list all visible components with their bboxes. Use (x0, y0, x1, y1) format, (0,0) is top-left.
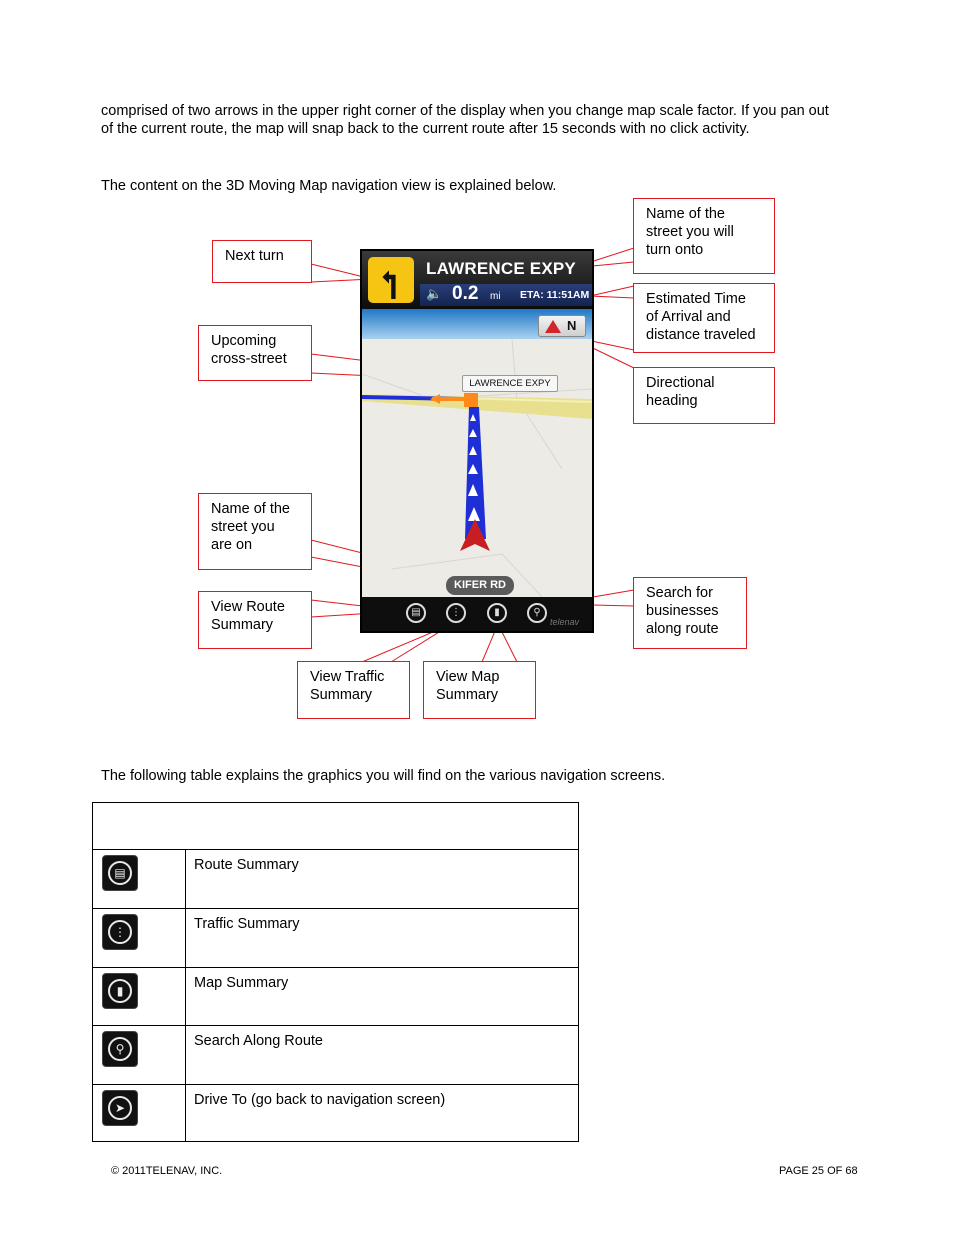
turn-left-icon (368, 257, 414, 303)
row-label: Search Along Route (194, 1033, 323, 1049)
callout-current-street (198, 493, 312, 570)
callout-search-businesses (633, 577, 747, 649)
callout-text: cross-street (211, 351, 287, 367)
map-summary-icon: ▮ (102, 973, 138, 1009)
eta-value: ETA: 11:51AM (520, 289, 590, 301)
table-row (93, 908, 578, 968)
callout-text: distance traveled (646, 327, 756, 343)
navigation-screenshot (360, 249, 594, 633)
route-summary-icon[interactable]: ▤ (406, 603, 426, 623)
section-intro: The content on the 3D Moving Map navigation view is explained below. (101, 178, 557, 194)
distance-unit: mi (490, 291, 501, 302)
compass-arrow-icon (545, 320, 561, 333)
intro-line-1: comprised of two arrows in the upper right corner of the display when you change map scale factor. If you pan out (101, 103, 829, 119)
icon-cell (93, 909, 186, 968)
intro-line-2: of the current route, the map will snap back to the current route after 15 seconds with no click activity. (101, 121, 750, 137)
callout-text: turn onto (646, 242, 704, 258)
table-row (93, 1025, 578, 1084)
callout-text: Name of the (211, 501, 290, 517)
graphics-table (92, 802, 579, 1142)
footer-page-number: PAGE 25 OF 68 (779, 1165, 858, 1177)
drive-to-icon: ➤ (102, 1090, 138, 1126)
current-street-label: KIFER RD (446, 576, 514, 595)
search-icon[interactable]: ⚲ (527, 603, 547, 623)
callout-directional-heading (633, 367, 775, 424)
row-label: Traffic Summary (194, 916, 300, 932)
callout-turn-onto-street (633, 198, 775, 274)
distance-value: 0.2 (452, 283, 479, 304)
traffic-summary-icon[interactable]: ⋮ (446, 603, 466, 623)
callout-text: Summary (211, 617, 274, 633)
table-row (93, 1084, 578, 1141)
icon-cell (93, 1085, 186, 1141)
callout-eta (633, 283, 775, 353)
callout-text: Upcoming (211, 333, 277, 349)
traffic-summary-icon: ⋮ (102, 914, 138, 950)
bottom-toolbar (362, 597, 592, 631)
callout-text: View Map (436, 669, 500, 685)
callout-upcoming-cross-street (198, 325, 312, 381)
callout-view-traffic-summary (297, 661, 410, 719)
icon-cell (93, 850, 186, 908)
search-icon: ⚲ (102, 1031, 138, 1067)
callout-text: businesses (646, 603, 719, 619)
callout-text: Estimated Time (646, 291, 746, 307)
icon-cell (93, 1026, 186, 1084)
compass-heading[interactable] (538, 315, 586, 337)
callout-text: Summary (310, 687, 373, 703)
callout-view-map-summary (423, 661, 536, 719)
callout-text: Name of the (646, 206, 725, 222)
distance-bar (420, 284, 592, 306)
callout-text: Summary (436, 687, 499, 703)
map-area[interactable] (362, 339, 592, 597)
compass-direction: N (567, 318, 577, 333)
callout-next-turn (212, 240, 312, 283)
nav-header (362, 251, 592, 309)
footer-copyright: © 2011TELENAV, INC. (111, 1165, 223, 1177)
callout-view-route-summary (198, 591, 312, 649)
connector-eta (590, 286, 634, 298)
table-row (93, 849, 578, 908)
table-intro: The following table explains the graphics you will find on the various navigation screens. (101, 768, 666, 784)
next-street-name: LAWRENCE EXPY (426, 259, 576, 278)
callout-text: Search for (646, 585, 713, 601)
callout-text: of Arrival and (646, 309, 731, 325)
callout-text: are on (211, 537, 253, 553)
row-label: Route Summary (194, 857, 299, 873)
row-label: Map Summary (194, 975, 289, 991)
route-summary-icon: ▤ (102, 855, 138, 891)
callout-text: Next turn (225, 248, 284, 264)
callout-text: View Route (211, 599, 285, 615)
callout-text: heading (646, 393, 698, 409)
brand-logo: telenav (550, 617, 580, 627)
callout-text: along route (646, 621, 719, 637)
callout-text: Directional (646, 375, 715, 391)
speaker-icon[interactable]: 🔈 (426, 286, 443, 301)
callout-text: street you will (646, 224, 734, 240)
table-row (93, 967, 578, 1026)
callout-text: View Traffic (310, 669, 385, 685)
cross-street-label: LAWRENCE EXPY (462, 375, 558, 392)
row-label: Drive To (go back to navigation screen) (194, 1092, 446, 1108)
callout-text: street you (211, 519, 275, 535)
map-summary-icon[interactable]: ▮ (487, 603, 507, 623)
icon-cell (93, 968, 186, 1026)
